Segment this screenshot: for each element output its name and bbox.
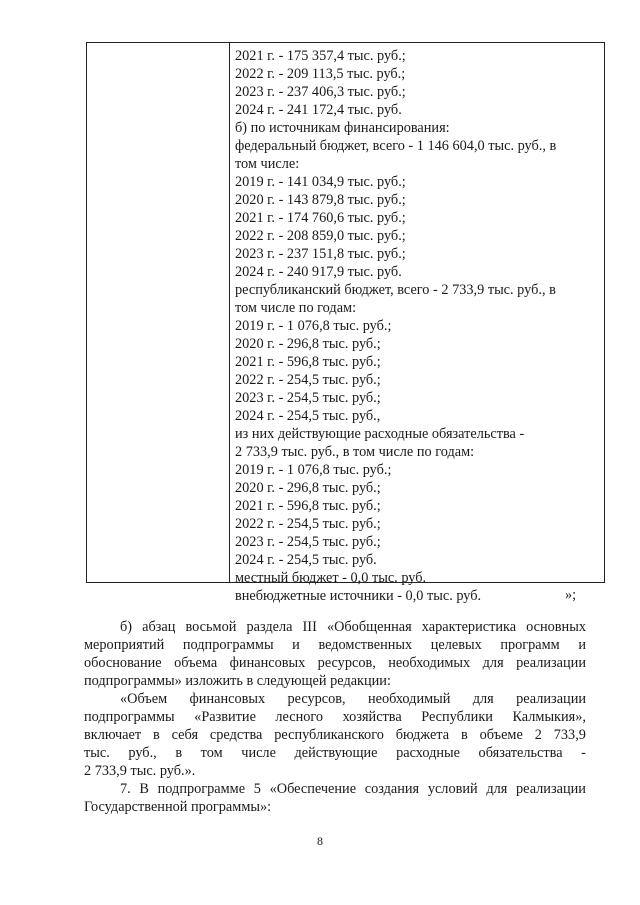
table-line: 2022 г. - 254,5 тыс. руб.;	[235, 516, 381, 532]
paragraph-line: тыс. руб., в том числе действующие расходные обязательства -	[84, 745, 586, 761]
table-line: 2021 г. - 175 357,4 тыс. руб.;	[235, 48, 406, 64]
item-7	[84, 780, 586, 816]
table-line: 2021 г. - 596,8 тыс. руб.;	[235, 498, 381, 514]
table-line: 2023 г. - 237 151,8 тыс. руб.;	[235, 246, 406, 262]
table-left-column	[87, 43, 230, 582]
closing-quote-mark: »;	[565, 587, 577, 603]
table-line: 2019 г. - 1 076,8 тыс. руб.;	[235, 462, 392, 478]
paragraph-line: подпрограммы «Развитие лесного хозяйства Республики Калмыкия»,	[84, 709, 586, 725]
paragraph-b	[84, 618, 586, 690]
table-line: 2023 г. - 237 406,3 тыс. руб.;	[235, 84, 406, 100]
table-line: 2024 г. - 240 917,9 тыс. руб.	[235, 264, 402, 280]
table-line: из них действующие расходные обязательства -	[235, 426, 525, 442]
table-line: 2 733,9 тыс. руб., в том числе по годам:	[235, 444, 475, 460]
table-line: 2022 г. - 209 113,5 тыс. руб.;	[235, 66, 406, 82]
table-line: 2019 г. - 141 034,9 тыс. руб.;	[235, 174, 406, 190]
paragraph-line: мероприятий подпрограммы и ведомственных целевых программ и	[84, 637, 586, 653]
table-line: 2024 г. - 241 172,4 тыс. руб.	[235, 102, 402, 118]
paragraph-line: 7. В подпрограмме 5 «Обеспечение создания условий для реализации	[120, 781, 586, 797]
quoted-text	[84, 690, 586, 780]
table-line: местный бюджет - 0,0 тыс. руб.	[235, 570, 427, 586]
table-line: б) по источникам финансирования:	[235, 120, 450, 136]
table-line: 2019 г. - 1 076,8 тыс. руб.;	[235, 318, 392, 334]
paragraph-line: 2 733,9 тыс. руб.».	[84, 763, 196, 779]
paragraph-line: Государственной программы»:	[84, 799, 272, 815]
paragraph-line: б) абзац восьмой раздела III «Обобщенная характеристика основных	[120, 619, 586, 635]
paragraph-line: обоснование объема финансовых ресурсов, необходимых для реализации	[84, 655, 586, 671]
table-right-column	[235, 43, 601, 604]
page-number: 8	[317, 834, 323, 848]
table-line: 2024 г. - 254,5 тыс. руб.	[235, 552, 377, 568]
paragraph-line: включает в себя средства республиканского бюджета в объеме 2 733,9	[84, 727, 586, 743]
table-line: 2022 г. - 254,5 тыс. руб.;	[235, 372, 381, 388]
table-line: 2021 г. - 174 760,6 тыс. руб.;	[235, 210, 406, 226]
paragraph-line: подпрограммы» изложить в следующей редакции:	[84, 673, 391, 689]
table-line: 2020 г. - 143 879,8 тыс. руб.;	[235, 192, 406, 208]
table-line: 2024 г. - 254,5 тыс. руб.,	[235, 408, 381, 424]
table-line: 2020 г. - 296,8 тыс. руб.;	[235, 480, 381, 496]
table-line: республиканский бюджет, всего - 2 733,9 тыс. руб., в	[235, 282, 556, 298]
table-line: внебюджетные источники - 0,0 тыс. руб.	[235, 588, 482, 604]
table-line: том числе:	[235, 156, 300, 172]
table-line: том числе по годам:	[235, 300, 357, 316]
table-line: 2023 г. - 254,5 тыс. руб.;	[235, 390, 381, 406]
paragraph-line: «Объем финансовых ресурсов, необходимый для реализации	[120, 691, 586, 707]
table-line: 2023 г. - 254,5 тыс. руб.;	[235, 534, 381, 550]
table-line: 2021 г. - 596,8 тыс. руб.;	[235, 354, 381, 370]
table-line: 2022 г. - 208 859,0 тыс. руб.;	[235, 228, 406, 244]
table-line: 2020 г. - 296,8 тыс. руб.;	[235, 336, 381, 352]
passport-table	[86, 42, 605, 604]
table-line: федеральный бюджет, всего - 1 146 604,0 тыс. руб., в	[235, 138, 557, 154]
